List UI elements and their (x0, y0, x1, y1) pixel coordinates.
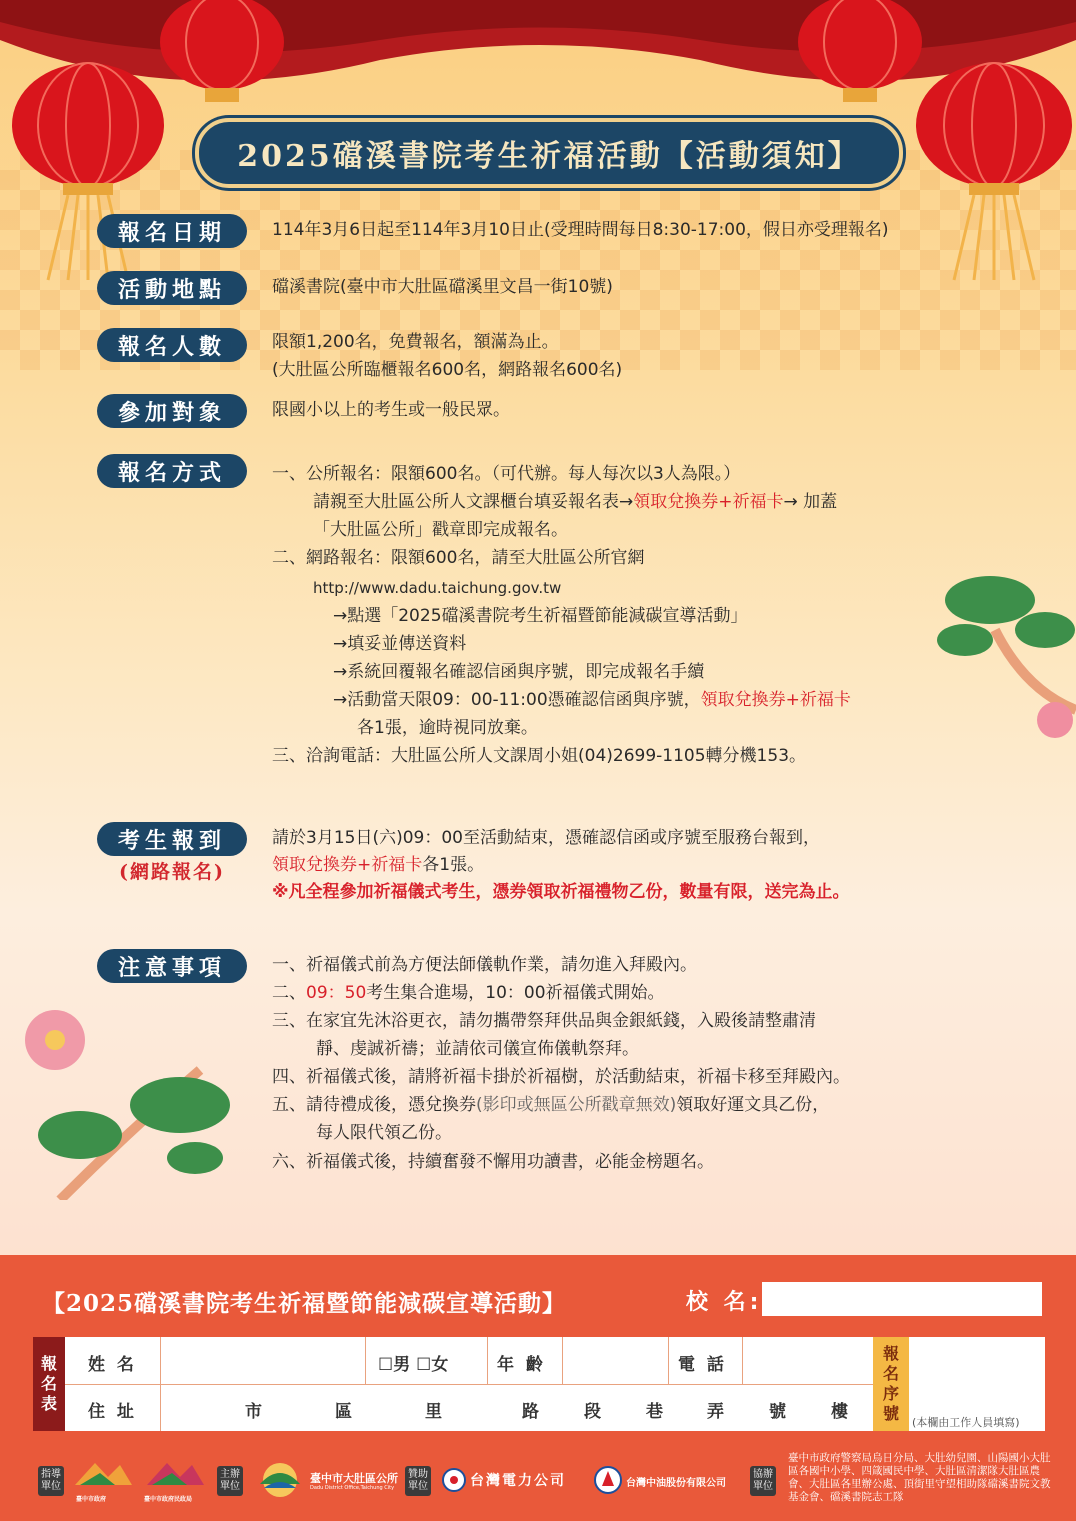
label-target: 參加對象 (97, 394, 247, 428)
quota-line2: (大肚區公所臨櫃報名600名，網路報名600名) (272, 360, 623, 380)
table-col-line (365, 1337, 366, 1384)
addr-lane: 巷 (646, 1402, 666, 1422)
addr-village: 里 (425, 1402, 445, 1422)
checkin-l2: 領取兌換券+祈福卡各1張。 (272, 855, 485, 875)
serial-label: 報 名 序 號 (873, 1337, 909, 1431)
addr-floor: 樓 (831, 1402, 851, 1422)
lantern-right2-icon (795, 0, 925, 110)
dadu-office-logo (252, 1460, 308, 1498)
label-reg-date: 報名日期 (97, 214, 247, 248)
method-l10: 各1張，逾時視同放棄。 (357, 718, 538, 738)
label-quota: 報名人數 (97, 328, 247, 362)
lantern-left2-icon (157, 0, 287, 110)
venue-text: 礑溪書院(臺中市大肚區礑溪里文昌一街10號) (272, 277, 613, 297)
notes-5c: 每人限代領乙份。 (316, 1123, 452, 1143)
target-text: 限國小以上的考生或一般民眾。 (272, 400, 510, 420)
cpc-logo (594, 1466, 622, 1494)
reg-date-text: 114年3月6日起至114年3月10日止(受理時間每日8:30-17:00，假日亦受理報名) (272, 220, 889, 240)
staff-note: (本欄由工作人員填寫) (912, 1416, 1020, 1429)
notes-1: 一、祈福儀式前為方便法師儀軌作業，請勿進入拜殿內。 (272, 955, 697, 975)
quota-line1: 限額1,200名，免費報名，額滿為止。 (272, 332, 559, 352)
seal-host: 主辦 單位 (217, 1466, 243, 1496)
table-col-line (487, 1337, 488, 1384)
table-col-line (562, 1337, 563, 1384)
method-l6: →點選「2025礑溪書院考生祈福暨節能減碳宣導活動」 (333, 606, 748, 626)
table-col-line (668, 1337, 669, 1384)
dadu-website-link[interactable]: http://www.dadu.taichung.gov.tw (313, 579, 562, 597)
phone-label: 電 話 (678, 1355, 727, 1375)
notes-4: 四、祈福儀式後，請將祈福卡掛於祈福樹，於活動結束，祈福卡移至拜殿內。 (272, 1067, 850, 1087)
notes-2: 二、09：50考生集合進場，10：00祈福儀式開始。 (272, 983, 665, 1003)
method-l3: 「大肚區公所」戳章即完成報名。 (313, 520, 568, 540)
label-method: 報名方式 (97, 454, 247, 488)
form-title: 【2025礑溪書院考生祈福暨節能減碳宣導活動】 (42, 1290, 567, 1317)
method-l9: →活動當天限09：00-11:00憑確認信函與序號，領取兌換券+祈福卡 (333, 690, 851, 710)
pine-tree-right-icon (935, 570, 1076, 740)
age-label: 年 齡 (497, 1355, 546, 1375)
addr-number: 號 (769, 1402, 789, 1422)
address-label: 住 址 (88, 1402, 137, 1422)
gender-checkboxes[interactable]: ☐男 ☐女 (378, 1355, 449, 1375)
checkin-l1: 請於3月15日(六)09：00至活動結束，憑確認信函或序號至服務台報到， (272, 828, 820, 848)
notes-3: 三、在家宜先沐浴更衣，請勿攜帶祭拜供品與金銀紙錢，入殿後請整肅清 (272, 1011, 816, 1031)
addr-alley: 弄 (707, 1402, 727, 1422)
label-notes: 注意事項 (97, 949, 247, 983)
cpc-name: 台灣中油股份有限公司 (626, 1478, 726, 1489)
table-col-line (160, 1337, 161, 1431)
addr-city: 市 (245, 1402, 265, 1422)
seal-sponsor: 贊助 單位 (405, 1466, 431, 1496)
gov1-name: 臺中市政府 (76, 1496, 107, 1503)
addr-road: 路 (522, 1402, 542, 1422)
dadu-office-name: 臺中市大肚區公所 (310, 1472, 398, 1485)
taipower-logo (442, 1468, 466, 1492)
lantern-right-icon (912, 55, 1076, 285)
civil-affairs-logo (142, 1455, 208, 1495)
name-label: 姓 名 (88, 1355, 137, 1375)
age-field[interactable] (564, 1339, 666, 1382)
checkin-l3: ※凡全程參加祈福儀式考生，憑券領取祈福禮物乙份，數量有限，送完為止。 (272, 882, 850, 902)
name-field[interactable] (162, 1339, 362, 1382)
page-title: 2025礑溪書院考生祈福活動【活動須知】 (237, 139, 861, 174)
taipower-name: 台灣電力公司 (470, 1473, 566, 1489)
method-l8: →系統回覆報名確認信函與序號，即完成報名手續 (333, 662, 705, 682)
seal-co: 協辦 單位 (750, 1466, 776, 1496)
pine-tree-left-icon (20, 1010, 230, 1200)
table-divider (65, 1384, 873, 1385)
method-l1: 一、公所報名：限額600名。（可代辦。每人每次以3人為限。） (272, 464, 741, 484)
title-banner (195, 118, 903, 188)
label-checkin: 考生報到 (97, 822, 247, 856)
co-organizers-text: 臺中市政府警察局烏日分局、大肚幼兒園、山陽國小大肚區各國中小學、四箴國民中學、大肚區清潔隊大肚區農會、大肚區各里辦公處、頂街里守望相助隊礑溪書院文教基金會、礑溪書院志工隊 (788, 1452, 1051, 1503)
notes-3b: 靜、虔誠祈禱；並請依司儀宣佈儀軌祭拜。 (316, 1039, 639, 1059)
phone-field[interactable] (744, 1339, 871, 1382)
label-venue: 活動地點 (97, 271, 247, 305)
address-field[interactable] (162, 1386, 871, 1429)
school-name-field[interactable] (762, 1282, 1042, 1316)
checkin-sublabel: (網路報名) (119, 861, 225, 883)
table-col-line (742, 1337, 743, 1384)
dadu-office-en: Dadu District Office,Taichung City (310, 1485, 395, 1491)
seal-guide: 指導 單位 (38, 1466, 64, 1496)
method-l2: 請親至大肚區公所人文課櫃台填妥報名表→領取兌換券+祈福卡→ 加蓋 (313, 492, 838, 512)
notes-5: 五、請待禮成後，憑兌換券(影印或無區公所戳章無效)領取好運文具乙份， (272, 1095, 830, 1115)
method-l7: →填妥並傳送資料 (333, 634, 467, 654)
taichung-gov-logo (70, 1455, 136, 1495)
school-label: 校 名: (686, 1290, 763, 1315)
addr-district: 區 (335, 1402, 355, 1422)
gov2-name: 臺中市政府民政局 (144, 1496, 193, 1503)
notes-6: 六、祈福儀式後，持續奮發不懈用功讀書，必能金榜題名。 (272, 1152, 714, 1172)
form-side-label: 報 名 表 (33, 1337, 65, 1431)
method-l4: 二、網路報名：限額600名，請至大肚區公所官網 (272, 548, 645, 568)
lantern-left-icon (8, 55, 168, 285)
addr-section: 段 (584, 1402, 604, 1422)
method-l11: 三、洽詢電話：大肚區公所人文課周小姐(04)2699-1105轉分機153。 (272, 746, 807, 766)
